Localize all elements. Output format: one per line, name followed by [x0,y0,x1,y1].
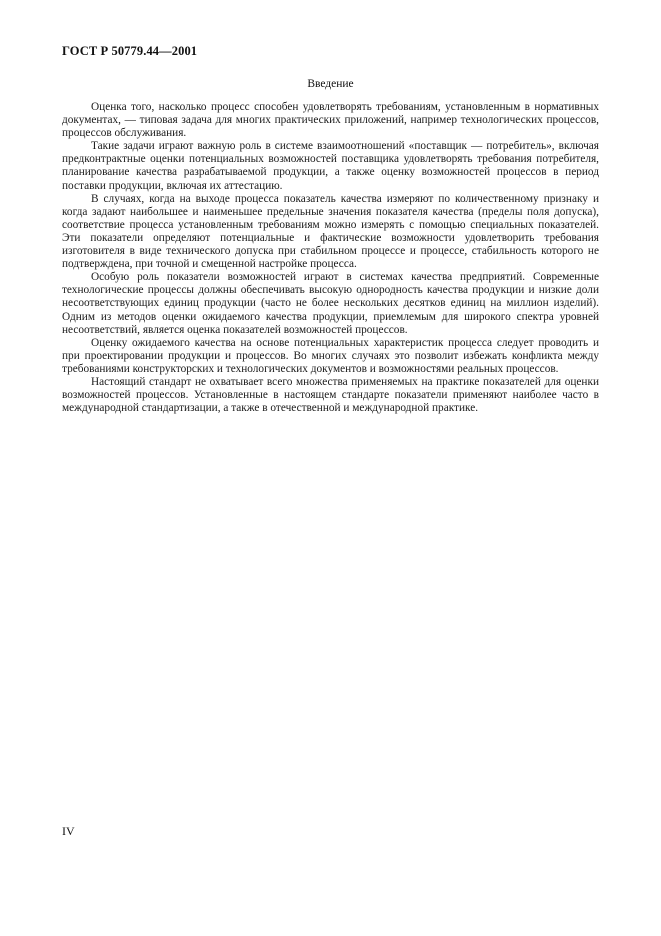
paragraph-3: В случаях, когда на выходе процесса показатель качества измеряют по количественному признаку и когда задают наибольшее и наименьшее предельные значения показателя качества (пределы поля допуска), соответствие процесса установленным требованиям можно измерять с помощью специальных показателей. Эти показатели определяют потенциальные и фактические возможности удовлетворить требования изготовителя в виде технического допуска при стабильном процессе и процессе, стабильность которого не подтверждена, при точной и смещенной настройке процесса. [62,192,599,271]
paragraph-5: Оценку ожидаемого качества на основе потенциальных характеристик процесса следует проводить и при проектировании продукции и процессов. Во многих случаях это позволит избежать конфликта между требованиями конструкторских и технологических документов и возможностями реальных процессов. [62,336,599,375]
document-code-header: ГОСТ Р 50779.44—2001 [62,44,198,58]
paragraph-2: Такие задачи играют важную роль в системе взаимоотношений «поставщик — потребитель», включая предконтрактные оценки потенциальных возможностей поставщика удовлетворять требования потребителя, планирование качества разрабатываемой продукции, а также оценку возможностей процессов в период поставки продукции, включая их аттестацию. [62,140,599,192]
body-text [62,101,599,415]
paragraph-4: Особую роль показатели возможностей играют в системах качества предприятий. Современные технологические процессы должны обеспечивать высокую однородность качества продукции и низкие доли несоответствующих единиц продукции (часто не более нескольких десятков единиц на миллион изделий). Одним из методов оценки ожидаемого качества продукции, приемлемым для широкого спектра уровней несоответствий, является оценка показателей возможностей процессов. [62,271,599,336]
section-title: Введение [307,78,354,90]
page-number: IV [62,824,75,838]
paragraph-1: Оценка того, насколько процесс способен удовлетворять требованиям, установленным в нормативных документах, — типовая задача для многих практических приложений, например технологических процессов, процессов обслуживания. [62,101,599,140]
paragraph-6: Настоящий стандарт не охватывает всего множества применяемых на практике показателей для оценки возможностей процессов. Установленные в настоящем стандарте показатели применяют наиболее часто в международной стандартизации, а также в отечественной и международной практике. [62,375,599,415]
